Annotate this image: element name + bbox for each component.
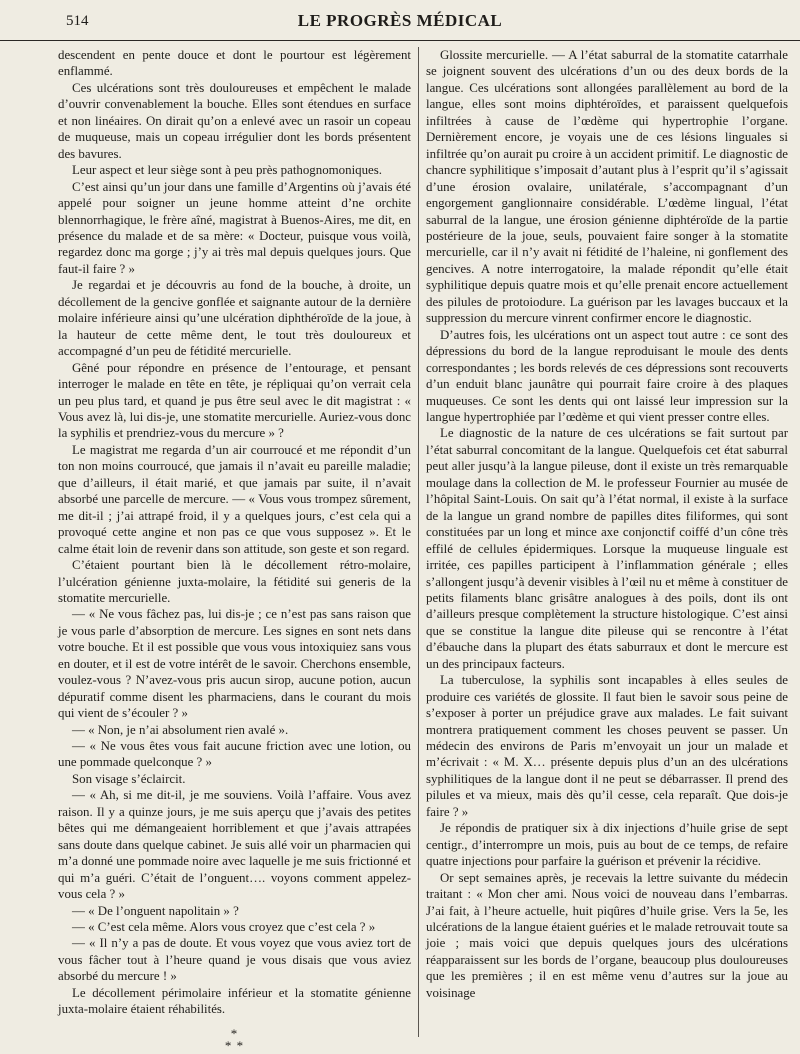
paragraph: Ces ulcérations sont très douloureuses et empêchent le malade d’ouvrir convenablement la bouche. Elles sont étendues en surface et non linéaires. On dirait qu’on a enlevé avec un rasoir un copeau de muqueuse, mais un copeau irrégulier dont les bords présentent des bavures. [58,80,411,161]
paragraph: C’étaient pourtant bien là le décollement rétro-molaire, l’ulcération génienne juxta-molaire, la fétidité sui generis de la stomatite mercurielle. [58,558,411,605]
paragraph: Son visage s’éclaircit. [72,771,186,786]
paragraph: Je regardai et je découvris au fond de la bouche, à droite, un décollement de la gencive gonflée et saignante autour de la dernière molaire inférieure ainsi qu’une ulcération diphthéroïde de la joue, à la hauteur de cette même dent, le tout très douloureux et accompagné d’un peu de fétidité mercurielle. [58,278,411,359]
section-break [58,1025,411,1054]
page-number: 514 [66,13,89,29]
paragraph: — « Ne vous êtes vous fait aucune friction avec une lotion, ou une pommade quelconque ? » [58,739,411,770]
paragraph: — « Il n’y a pas de doute. Et vous voyez que vous aviez tort de vous fâcher tout à l’heure quand je vous disais que vous aviez absorbé du mercure ! » [58,936,411,984]
paragraph: Gêné pour répondre en présence de l’entourage, et pensant interroger le malade en tête en tête, je répliquai qu’on verrait cela un peu plus tard, et quand je pus être seul avec le dit magistrat : « Vous avez là, lui dis-je, une stomatite mercurielle. Auriez-vous donc la syphilis et prendriez-vous du mercure » ? [58,360,411,441]
column-divider [418,47,419,1037]
section-break-bottom: * * [224,1037,245,1053]
paragraph: Leur aspect et leur siège sont à peu près pathognomoniques. [72,163,382,178]
paragraph: — « Non, je n’ai absolument rien avalé ». [72,722,289,737]
paragraph: — « Ah, si me dit-il, je me souviens. Voilà l’affaire. Vous avez raison. Il y a quinze jours, je me suis aperçu que j’avais des petites bêtes qui me démangeaient horriblement et que j’avais attrapées sans doute dans quelque cabinet. Je suis allé voir un pharmacien qui m’a donné une pommade noire avec laquelle je me suis frictionné et qui m’a guéri. C’était de l’onguent…. voyons comment appelez-vous cela ? » [58,788,411,902]
paragraph: Le magistrat me regarda d’un air courroucé et me répondit d’un ton non moins courroucé, que jamais il n’avait eu pareille maladie; que d’ailleurs, il était marié, et que jamais par suite, il n’avait absorbé une parcelle de mercure. — « Vous vous trompez sûrement, me dit-il ; j’ai attrapé froid, il y a quelques jours, c’est cela qui a provoqué cette angine et non pas ce que vous supposez ». Et le calme était loin de revenir dans son attitude, son geste et son regard. [58,442,411,556]
paragraph: La tuberculose, la syphilis sont incapables à elles seules de produire ces variétés de glossite. Il faut bien le savoir sous peine de s’exposer à porter un préjudice grave aux malades. Le fait suivant montrera pratiquement comment les choses peuvent se passer. Un médecin des environs de Paris m’envoyait un jour un malade et m’écrivait : « M. X… présente depuis plus d’un an des ulcérations syphilitiques de la langue dont il ne peut se débarrasser. Il prend des pilules et va mieux, mais dès qu’il cesse, cela reparaît. Que dois-je faire ? » [426,673,788,819]
page-header [0,0,800,41]
paragraph: Je répondis de pratiquer six à dix injections d’huile grise de sept centigr., d’interrompre un mois, puis au bout de ce temps, de refaire quatre injections pour parfaire la guérison et prévenir la récidive. [426,821,788,869]
paragraph: — « De l’onguent napolitain » ? [72,903,239,918]
running-title: LE PROGRÈS MÉDICAL [297,11,503,30]
paragraph: Le décollement périmolaire inférieur et la stomatite génienne juxta-molaire étaient réhabilités. [58,985,411,1017]
section-break-top: * [230,1025,239,1041]
right-column [426,47,788,1037]
paragraph: Glossite mercurielle. — A l’état saburral de la stomatite catarrhale se joignent souvent des ulcérations d’un ou des deux bords de la langue. Ces ulcérations sont allongées parallèlement au bord de la langue, elles sont moins diphtéroïdes, et paraissent quelquefois infiltrées à cause de l’œdème qui hypertrophie l’organe. Dernièrement encore, je voyais une de ces lésions linguales si infiltrée qu’on aurait pu croire à un accident primitif. Le diagnostic de chancre syphilitique s’imposait d’autant plus à l’esprit qu’il s’agissait d’une érosion ovalaire, unilatérale, s’accompagnant d’un engorgement ganglionnaire considérable. L’œdème lingual, l’état saburral de la langue, une érosion génienne diphtéroïde de la partie postérieure de la joue, seuls, pouvaient faire songer à la stomatite mercurielle, car il n’y avait ni fétidité de l’haleine, ni gonflement des gencives. A notre interrogatoire, la malade répondit qu’elle était syphilitique depuis quatre mois et qu’elle prenait encore actuellement des pilules de protoiodure. La guérison par les lavages buccaux et la suppression du mercure vinrent confirmer encore le diagnostic. [426,48,788,326]
left-column [58,47,411,1053]
paragraph: C’est ainsi qu’un jour dans une famille d’Argentins où j’avais été appelé pour soigner un jeune homme atteint d’ne orchite blennorrhagique, le frère aîné, magistrat à Buenos-Aires, me dit, en présence du malade et de sa mère: « Docteur, puisque vous voilà, regardez donc ma gorge ; j’y ai très mal depuis quelques jours. Que faut-il faire ? » [58,179,411,276]
paragraph: descendent en pente douce et dont le pourtour est légèrement enflammé. [58,48,411,79]
paragraph: — « C’est cela même. Alors vous croyez que c’est cela ? » [72,920,376,935]
paragraph: Or sept semaines après, je recevais la lettre suivante du médecin traitant : « Mon cher ami. Nous voici de nouveau dans l’embarras. J’ai fait, à l’heure actuelle, huit piqûres d’huile grise. Vers la 5e, les ulcérations de la langue étaient guéries et le malade retrouvait toute sa joie ; mais voici que depuis quelques jours des ulcérations réapparaissent sur les bords de l’organe, beaucoup plus douloureuses que les premières ; il en est même venu d’autres sur la joue au voisinage [426,870,788,1000]
paragraph: — « Ne vous fâchez pas, lui dis-je ; ce n’est pas sans raison que je vous parle d’absorption de mercure. Les signes en sont nets dans votre bouche. Et il est possible que vous vous intoxiquiez sans vous en douter, et il est de votre intérêt de le savoir. Cherchons ensemble, voulez-vous ? N’avez-vous pris aucun sirop, aucune potion, aucun dépuratif comme disent les pharmaciens, dans le courant du mois qui vient de s’écouler ? » [58,607,411,721]
paragraph: D’autres fois, les ulcérations ont un aspect tout autre : ce sont des dépressions du bord de la langue reproduisant le moule des dents correspondantes ; les bords relevés de ces dépressions sont recouverts d’un enduit blanc jaunâtre qui pourrait faire croire à des plaques muqueuses. Ce sont les dents qui ont laissé leur impression sur la langue hypertrophiée par l’œdème et qui vient presser contre elles. [426,327,788,424]
paragraph: Le diagnostic de la nature de ces ulcérations se fait surtout par l’état saburral concomitant de la langue. Quelquefois cet état saburral peut aller jusqu’à la langue pileuse, dont il existe un très remarquable moulage dans la collection de M. le professeur Fournier au musée de l’hôpital Saint-Louis. On sait qu’à l’état normal, il existe à la surface de la langue un grand nombre de papilles dites filiformes, qui sont constituées par un long et mince axe conjonctif coiffé d’un cône très effilé de cellules épidermiques. Lorsque la muqueuse linguale est irritée, ces papilles participent à l’inflammation générale ; elles s’allongent jusqu’à devenir visibles à l’œil nu et même à constituer de petits filaments blanc grisâtre analogues à des poils, dont ils ont d’ailleurs presque complètement la structure histologique. C’est ainsi que se constitue la langue dite pileuse qui se rencontre à l’état d’ébauche dans la plupart des états saburraux et dont le mercure est un des principaux facteurs. [426,426,788,671]
